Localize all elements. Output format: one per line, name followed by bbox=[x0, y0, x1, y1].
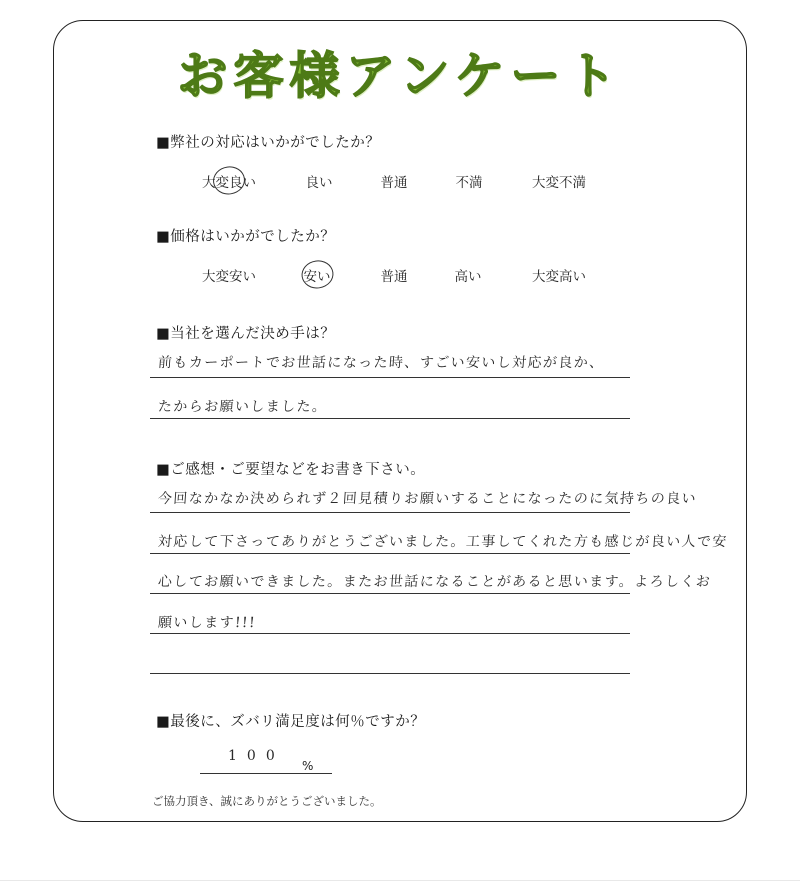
option-very-unsatisfied[interactable]: 大変不満 bbox=[532, 175, 586, 191]
answer-rule bbox=[150, 512, 630, 513]
page-title: お客様アンケート bbox=[177, 47, 623, 105]
question-service: ■弊社の対応はいかがでしたか？ bbox=[156, 135, 381, 151]
option-cheap[interactable]: 安い bbox=[304, 265, 331, 285]
option-price-normal[interactable]: 普通 bbox=[380, 269, 408, 285]
comment-line-4: 願いします!!! bbox=[157, 615, 257, 631]
option-very-good[interactable]: 大変良い bbox=[202, 171, 256, 191]
option-good[interactable]: 良い bbox=[305, 175, 333, 191]
comment-line-3: 心してお願いできました。またお世話になることがあると思います。よろしくお bbox=[157, 574, 712, 590]
answer-rule bbox=[150, 418, 630, 419]
answer-rule bbox=[150, 553, 630, 554]
comment-line-2: 対応して下さってありがとうございました。工事してくれた方も感じが良い人で安 bbox=[157, 534, 729, 550]
option-very-expensive[interactable]: 大変高い bbox=[532, 269, 586, 285]
deciding-factor-line-2: たからお願いしました。 bbox=[157, 399, 328, 415]
satisfaction-rule bbox=[200, 773, 332, 774]
option-very-cheap[interactable]: 大変安い bbox=[202, 269, 256, 285]
option-unsatisfied[interactable]: 不満 bbox=[455, 175, 483, 191]
comment-line-1: 今回なかなか決められず２回見積りお願いすることになったのに気持ちの良い bbox=[157, 491, 698, 507]
question-price: ■価格はいかがでしたか？ bbox=[156, 229, 336, 245]
option-normal[interactable]: 普通 bbox=[380, 175, 408, 191]
answer-rule bbox=[150, 377, 630, 378]
thanks-note: ご協力頂き、誠にありがとうございました。 bbox=[152, 794, 382, 808]
question-comments: ■ご感想・ご要望などをお書き下さい。 bbox=[156, 462, 426, 478]
page-bottom-divider bbox=[0, 880, 800, 881]
option-expensive[interactable]: 高い bbox=[454, 269, 482, 285]
satisfaction-value[interactable]: 100 bbox=[228, 748, 285, 764]
answer-rule bbox=[150, 633, 630, 634]
deciding-factor-line-1: 前もカーポートでお世話になった時、すごい安いし対応が良か、 bbox=[157, 355, 606, 371]
answer-rule bbox=[150, 593, 630, 594]
percent-unit: % bbox=[302, 759, 314, 773]
question-deciding-factor: ■当社を選んだ決め手は？ bbox=[156, 326, 336, 342]
question-satisfaction: ■最後に、ズバリ満足度は何％ですか？ bbox=[156, 714, 426, 730]
answer-rule bbox=[150, 673, 630, 674]
